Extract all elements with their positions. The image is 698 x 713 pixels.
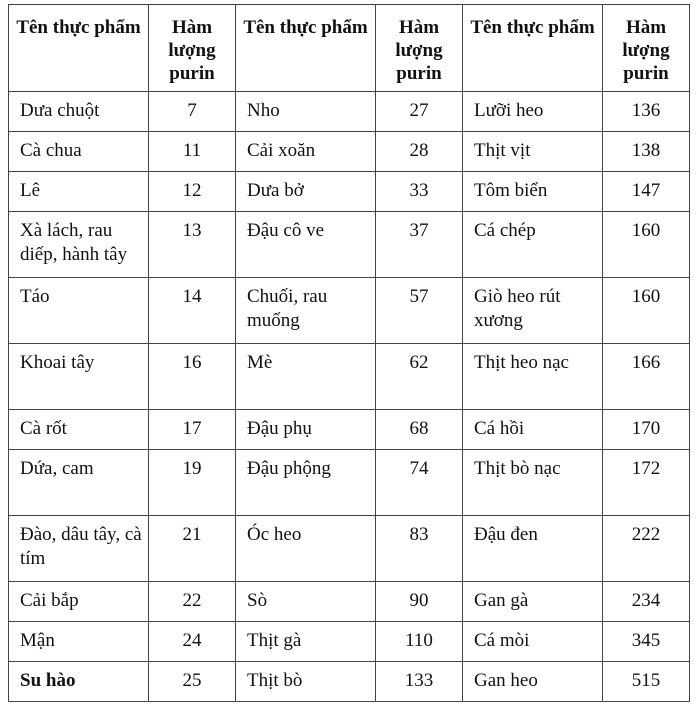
header-food-name-2: Tên thực phẩm <box>236 5 376 92</box>
purine-value: 170 <box>603 410 690 450</box>
food-name: Su hào <box>9 662 149 702</box>
purine-value: 136 <box>603 92 690 132</box>
food-name: Đậu đen <box>463 516 603 582</box>
purine-value: 110 <box>376 622 463 662</box>
food-name: Khoai tây <box>9 344 149 410</box>
table-row <box>9 344 690 410</box>
food-name: Cá chép <box>463 212 603 278</box>
food-name: Mận <box>9 622 149 662</box>
purine-value: 345 <box>603 622 690 662</box>
food-name: Cải bắp <box>9 582 149 622</box>
food-name: Dưa chuột <box>9 92 149 132</box>
food-name: Lưỡi heo <box>463 92 603 132</box>
food-name: Thịt vịt <box>463 132 603 172</box>
header-purine-content-3: Hàm lượng purin <box>603 5 690 92</box>
food-name: Cá mòi <box>463 622 603 662</box>
food-name: Tôm biển <box>463 172 603 212</box>
food-name: Đậu phụ <box>236 410 376 450</box>
purine-value: 83 <box>376 516 463 582</box>
food-name: Gan gà <box>463 582 603 622</box>
food-name: Nho <box>236 92 376 132</box>
food-name: Dưa bở <box>236 172 376 212</box>
table-row <box>9 212 690 278</box>
purine-value: 11 <box>149 132 236 172</box>
purine-value: 33 <box>376 172 463 212</box>
food-name: Chuối, rau muống <box>236 278 376 344</box>
table-row <box>9 622 690 662</box>
table-row <box>9 582 690 622</box>
table-row <box>9 516 690 582</box>
header-purine-content-1: Hàm lượng purin <box>149 5 236 92</box>
table-row <box>9 450 690 516</box>
food-name: Óc heo <box>236 516 376 582</box>
header-food-name-3: Tên thực phẩm <box>463 5 603 92</box>
food-name: Dứa, cam <box>9 450 149 516</box>
food-name: Giò heo rút xương <box>463 278 603 344</box>
purine-value: 166 <box>603 344 690 410</box>
purine-value: 222 <box>603 516 690 582</box>
purine-value: 19 <box>149 450 236 516</box>
food-name: Cà chua <box>9 132 149 172</box>
purine-value: 28 <box>376 132 463 172</box>
food-name: Thịt gà <box>236 622 376 662</box>
food-name: Cải xoăn <box>236 132 376 172</box>
purine-value: 234 <box>603 582 690 622</box>
purine-value: 68 <box>376 410 463 450</box>
header-purine-content-2: Hàm lượng purin <box>376 5 463 92</box>
header-row <box>9 5 690 92</box>
purine-value: 57 <box>376 278 463 344</box>
purine-value: 17 <box>149 410 236 450</box>
food-name: Lê <box>9 172 149 212</box>
purine-value: 16 <box>149 344 236 410</box>
food-name: Thịt bò <box>236 662 376 702</box>
purine-value: 14 <box>149 278 236 344</box>
purine-value: 24 <box>149 622 236 662</box>
food-name: Thịt heo nạc <box>463 344 603 410</box>
food-name: Cá hồi <box>463 410 603 450</box>
table-row <box>9 410 690 450</box>
food-name: Mè <box>236 344 376 410</box>
purine-value: 22 <box>149 582 236 622</box>
purine-value: 138 <box>603 132 690 172</box>
purine-value: 147 <box>603 172 690 212</box>
purine-value: 133 <box>376 662 463 702</box>
purine-value: 25 <box>149 662 236 702</box>
purine-value: 12 <box>149 172 236 212</box>
purine-value: 27 <box>376 92 463 132</box>
purine-value: 21 <box>149 516 236 582</box>
purine-value: 515 <box>603 662 690 702</box>
purine-value: 62 <box>376 344 463 410</box>
food-name: Gan heo <box>463 662 603 702</box>
food-name: Đậu cô ve <box>236 212 376 278</box>
food-name: Táo <box>9 278 149 344</box>
purine-value: 160 <box>603 212 690 278</box>
food-name: Đào, dâu tây, cà tím <box>9 516 149 582</box>
table-row <box>9 662 690 702</box>
food-name: Thịt bò nạc <box>463 450 603 516</box>
purine-value: 90 <box>376 582 463 622</box>
purine-value: 7 <box>149 92 236 132</box>
food-name: Đậu phộng <box>236 450 376 516</box>
food-name: Xà lách, rau diếp, hành tây <box>9 212 149 278</box>
table-row <box>9 278 690 344</box>
table-row <box>9 92 690 132</box>
table-row <box>9 132 690 172</box>
purine-value: 160 <box>603 278 690 344</box>
purine-value: 13 <box>149 212 236 278</box>
purine-content-table <box>8 4 690 702</box>
food-name: Cà rốt <box>9 410 149 450</box>
purine-value: 74 <box>376 450 463 516</box>
header-food-name-1: Tên thực phẩm <box>9 5 149 92</box>
purine-value: 172 <box>603 450 690 516</box>
food-name: Sò <box>236 582 376 622</box>
table-row <box>9 172 690 212</box>
purine-value: 37 <box>376 212 463 278</box>
